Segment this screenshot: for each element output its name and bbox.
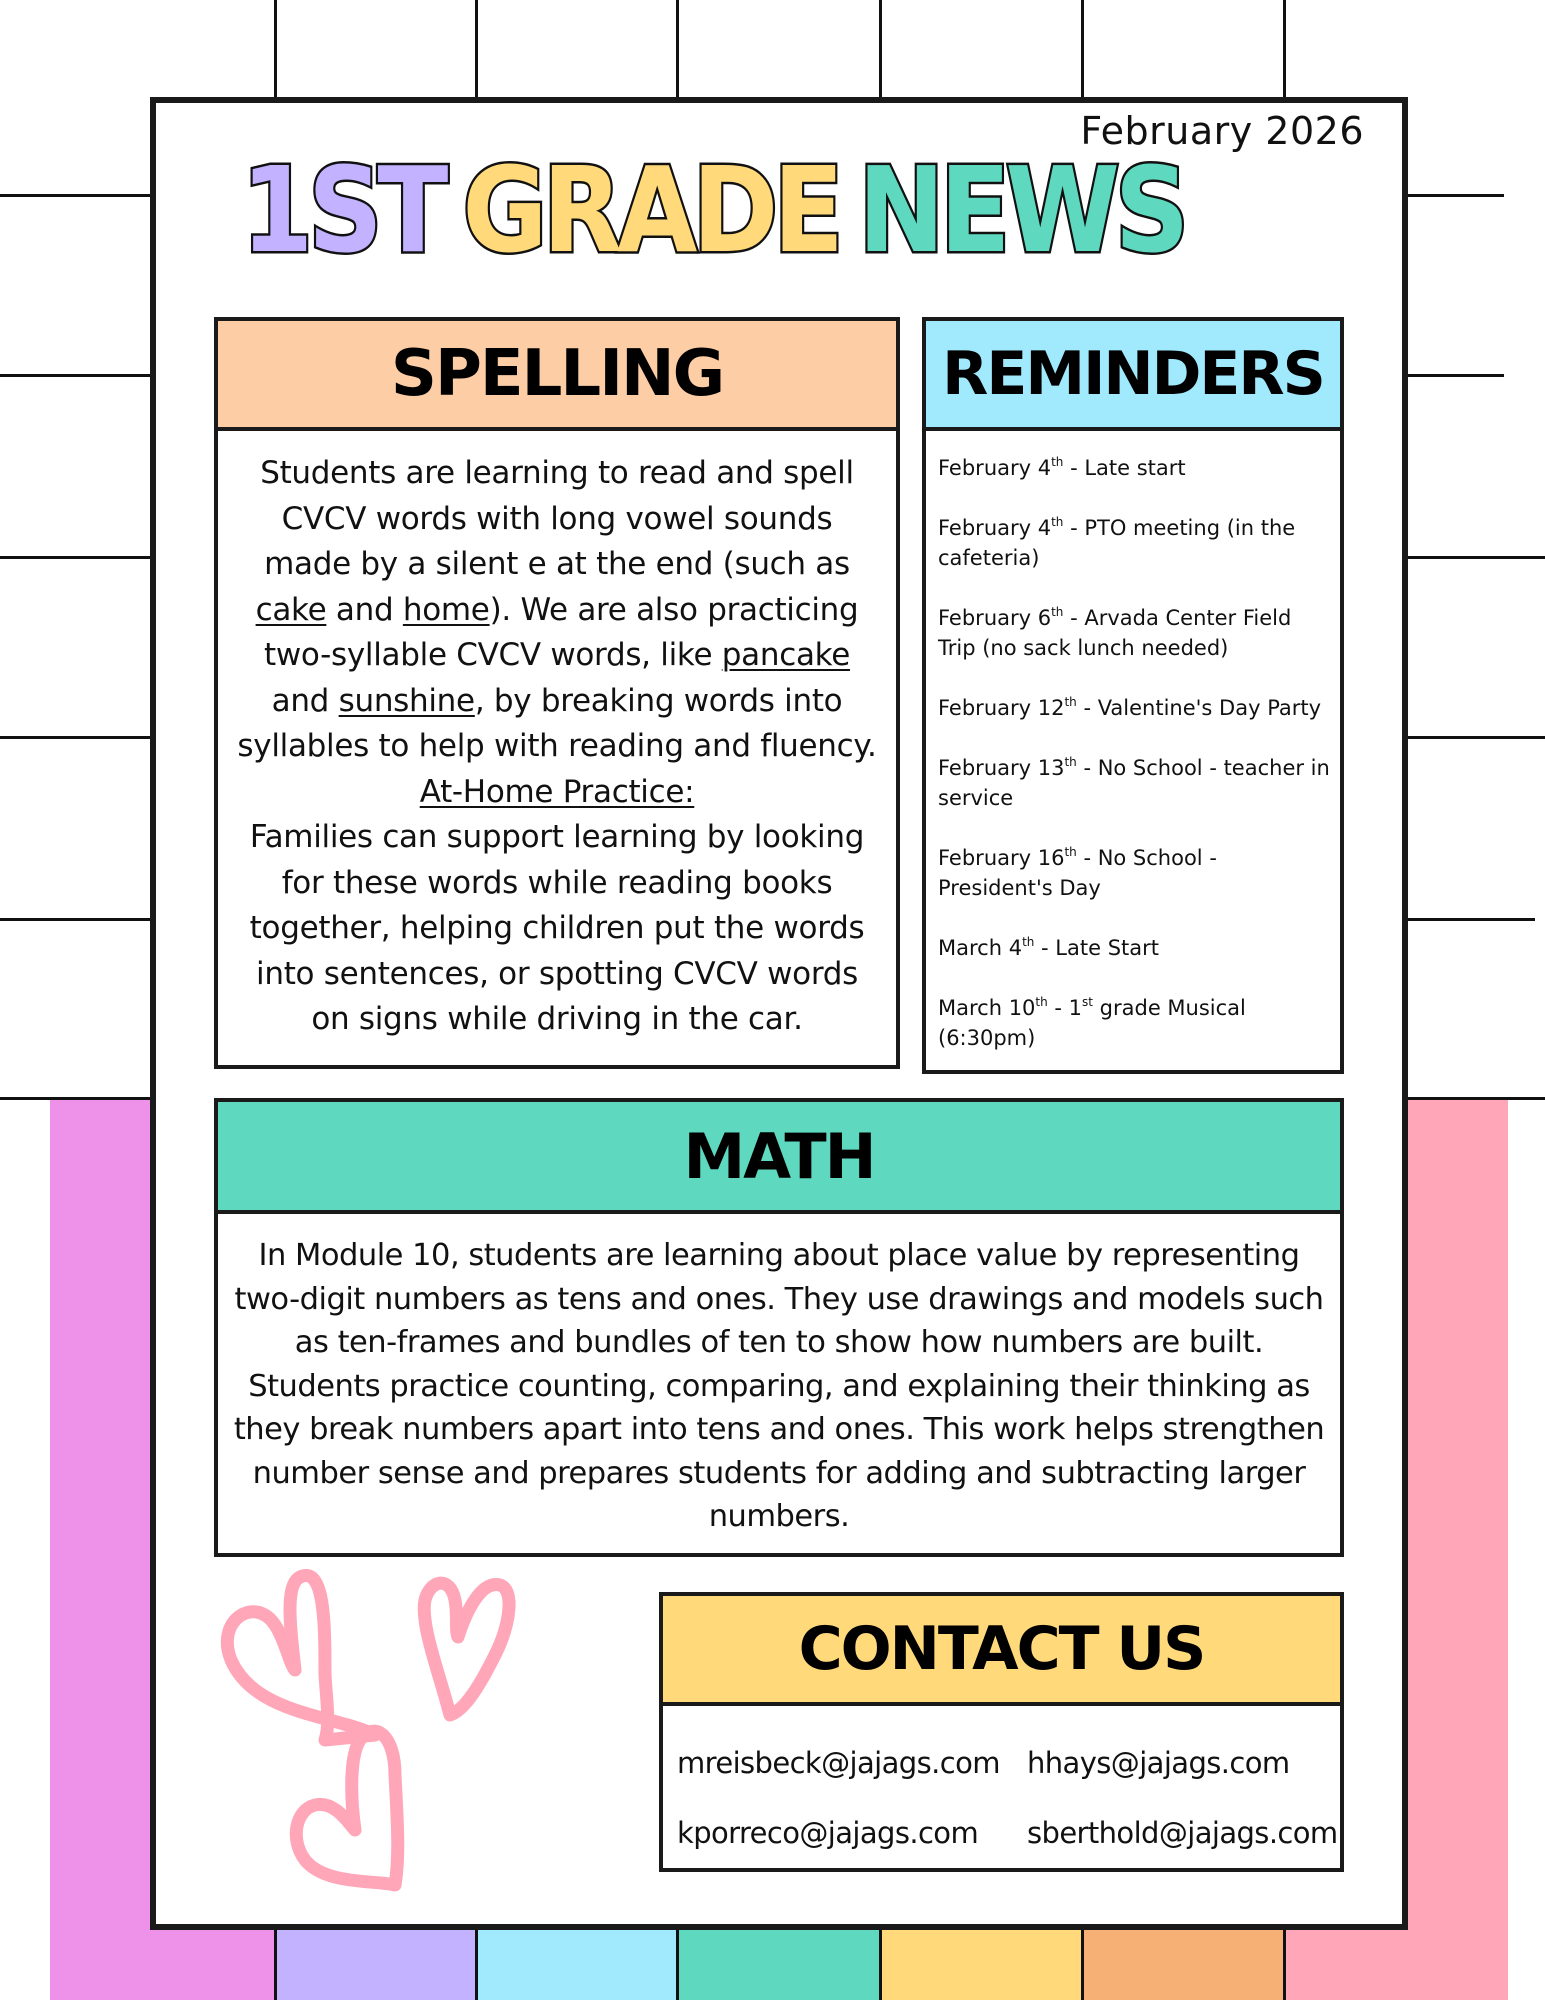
reminder-text: grade Musical (6:30pm) <box>938 996 1246 1050</box>
text-segment: and <box>326 591 403 628</box>
spelling-header <box>218 321 896 431</box>
stripe-divider <box>274 1930 277 2000</box>
grid-line <box>1408 374 1504 377</box>
stripe-divider <box>1283 1930 1286 2000</box>
stripe-divider <box>1081 1930 1084 2000</box>
math-section <box>214 1098 1344 1557</box>
ordinal-suffix: st <box>1082 995 1093 1009</box>
grid-line <box>0 556 150 559</box>
reminder-text: - Valentine's Day Party <box>1076 696 1322 720</box>
grid-line <box>475 0 478 97</box>
reminder-text: - Late start <box>1063 456 1186 480</box>
math-body <box>218 1214 1340 1539</box>
heart-outline-icon <box>227 1575 375 1740</box>
reminder-item <box>938 453 1330 483</box>
title-part-grade: GRADE <box>462 141 839 279</box>
text-segment: and <box>271 682 339 719</box>
reminder-item <box>938 513 1330 573</box>
spelling-paragraph <box>236 451 878 770</box>
email-link[interactable]: hhays@jajags.com <box>1027 1746 1290 1780</box>
text-segment: ). We are also practicing two-syllable CVCV words, like <box>264 591 859 673</box>
reminder-text: - No School - President's Day <box>938 846 1217 900</box>
heart-outline-icon <box>424 1583 509 1715</box>
stripe-divider <box>475 1930 478 2000</box>
reminders-header <box>926 321 1340 431</box>
newsletter-date: February 2026 <box>1080 109 1364 153</box>
reminder-text: - PTO meeting (in the cafeteria) <box>938 516 1296 570</box>
email-link[interactable]: sberthold@jajags.com <box>1027 1816 1338 1850</box>
contact-section <box>659 1592 1344 1872</box>
grid-line <box>0 918 150 921</box>
reminder-item <box>938 843 1330 903</box>
reminder-date: February 16 <box>938 846 1065 870</box>
contact-emails <box>663 1706 1340 1868</box>
ordinal-suffix: th <box>1064 695 1077 709</box>
math-header <box>218 1102 1340 1214</box>
reminder-date: February 12 <box>938 696 1065 720</box>
example-word-home: home <box>402 591 490 628</box>
ordinal-suffix: th <box>1051 605 1064 619</box>
reminder-item <box>938 693 1330 723</box>
practice-heading: At-Home Practice: <box>419 773 695 810</box>
grid-line <box>1408 736 1545 739</box>
contact-heading: CONTACT US <box>798 1614 1205 1684</box>
contact-header <box>663 1596 1340 1706</box>
math-heading: MATH <box>683 1119 875 1193</box>
math-text: In Module 10, students are learning about place value by representing two-digit numbers as tens and ones. They use drawings and models such as ten-frames and bundles of ten to show how numbers are built. Students practice counting, comparing, and explaining their thinking as they break numbers apart into tens and ones. This work helps strengthen number sense and prepares students for adding and subtracting larger numbers. <box>233 1238 1325 1534</box>
spelling-heading: SPELLING <box>390 337 724 411</box>
email-link[interactable]: mreisbeck@jajags.com <box>677 1746 1000 1780</box>
reminder-text: - 1 <box>1047 996 1083 1020</box>
email-link[interactable]: kporreco@jajags.com <box>677 1816 979 1850</box>
reminder-date: March 10 <box>938 996 1036 1020</box>
practice-text: Families can support learning by looking for these words while reading books together, helping children put the words into sentences, or spotting CVCV words on signs while driving in the car. <box>249 819 865 1037</box>
hearts-decoration <box>215 1565 575 1905</box>
spelling-section <box>214 317 900 1069</box>
grid-line <box>274 0 277 97</box>
reminder-date: February 4 <box>938 516 1052 540</box>
grid-line <box>676 0 679 97</box>
reminders-list <box>926 431 1340 1053</box>
reminder-item <box>938 603 1330 663</box>
reminder-date: February 4 <box>938 456 1052 480</box>
heart-outline-icon <box>296 1731 397 1885</box>
stripe-divider <box>676 1930 679 2000</box>
title-part-news: NEWS <box>858 141 1185 279</box>
reminder-item <box>938 993 1330 1053</box>
grid-line <box>0 194 150 197</box>
text-segment: , by breaking words into syllables to help with reading and fluency. <box>237 682 877 764</box>
grid-line <box>0 736 150 739</box>
ordinal-suffix: th <box>1064 845 1077 859</box>
ordinal-suffix: th <box>1022 935 1035 949</box>
reminder-text: - Arvada Center Field Trip (no sack lunch needed) <box>938 606 1292 660</box>
grid-line <box>1081 0 1084 97</box>
ordinal-suffix: th <box>1051 455 1064 469</box>
spelling-body <box>218 431 896 1043</box>
grid-line <box>879 0 882 97</box>
reminder-date: February 13 <box>938 756 1065 780</box>
example-word-pancake: pancake <box>721 637 850 673</box>
grid-line <box>0 374 150 377</box>
grid-line <box>1408 556 1545 559</box>
ordinal-suffix: th <box>1035 995 1048 1009</box>
reminder-item <box>938 933 1330 963</box>
newsletter-title <box>241 141 1185 279</box>
example-word-sunshine: sunshine <box>338 682 475 719</box>
grid-line <box>1283 0 1286 97</box>
reminder-date: February 6 <box>938 606 1052 630</box>
grid-line <box>1408 194 1504 197</box>
title-part-1st: 1ST <box>241 141 444 279</box>
reminders-heading: REMINDERS <box>942 339 1324 409</box>
stripe-divider <box>879 1930 882 2000</box>
example-word-cake: cake <box>255 591 327 628</box>
reminder-text: - No School - teacher in service <box>938 756 1330 810</box>
practice-heading-line <box>236 770 878 816</box>
grid-line <box>1408 918 1535 921</box>
ordinal-suffix: th <box>1051 515 1064 529</box>
reminder-text: - Late Start <box>1034 936 1160 960</box>
reminder-date: March 4 <box>938 936 1023 960</box>
ordinal-suffix: th <box>1064 755 1077 769</box>
reminders-section <box>922 317 1344 1074</box>
reminder-item <box>938 753 1330 813</box>
text-segment: Students are learning to read and spell CVCV words with long vowel sounds made by a silent e at the end (such as <box>260 455 854 582</box>
